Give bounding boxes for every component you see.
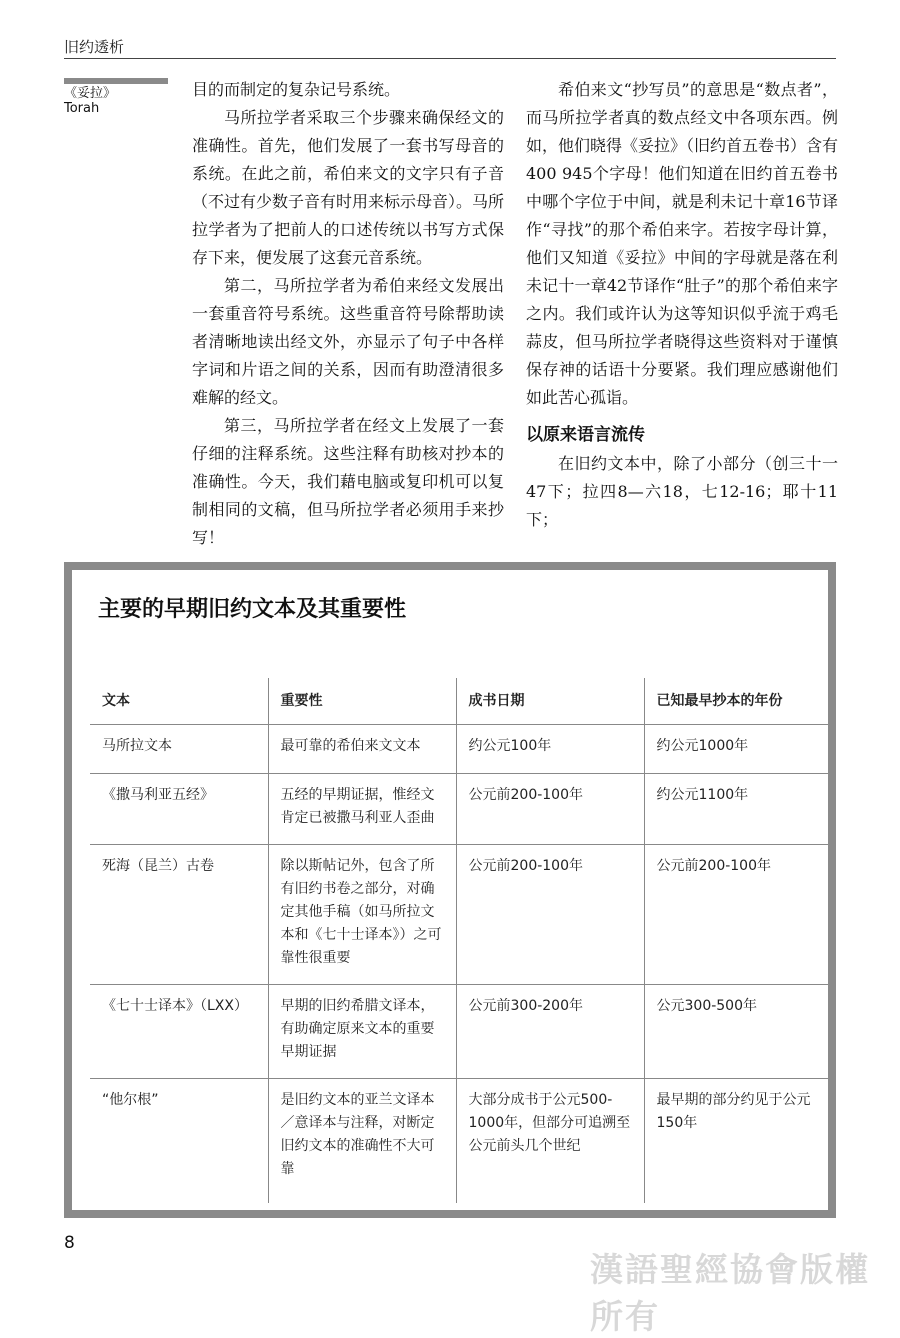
column-header-importance: 重要性: [268, 678, 456, 725]
table-cell: 公元前200-100年: [644, 845, 828, 985]
table-cell: 大部分成书于公元500-1000年，但部分可追溯至公元前头几个世纪: [456, 1079, 644, 1204]
table-row: [90, 845, 828, 985]
table-cell: 约公元1100年: [644, 774, 828, 845]
table-cell: 《撒马利亚五经》: [90, 774, 268, 845]
table-cell: “他尔根”: [90, 1079, 268, 1204]
manuscripts-table: [90, 678, 828, 1203]
paragraph: 目的而制定的复杂记号系统。: [192, 80, 401, 99]
paragraph: 在旧约文本中，除了小部分（创三十一47下；拉四8—六18，七12-16；耶十11下；: [526, 454, 838, 529]
running-header: 旧约透析: [64, 38, 125, 56]
margin-note-bar: [64, 78, 168, 84]
table-cell: 除以斯帖记外，包含了所有旧约书卷之部分，对确定其他手稿（如马所拉文本和《七十士译本》）之可靠性很重要: [268, 845, 456, 985]
paragraph: 第三，马所拉学者在经文上发展了一套仔细的注释系统。这些注释有助核对抄本的准确性。今天，我们藉电脑或复印机可以复制相同的文稿，但马所拉学者必须用手来抄写！: [192, 416, 504, 547]
table-row: [90, 985, 828, 1079]
table-cell: 公元300-500年: [644, 985, 828, 1079]
table-cell: 是旧约文本的亚兰文译本／意译本与注释，对断定旧约文本的准确性不大可靠: [268, 1079, 456, 1204]
table-cell: 公元前200-100年: [456, 845, 644, 985]
table-cell: 《七十士译本》（LXX）: [90, 985, 268, 1079]
margin-note-translation: Torah: [64, 101, 100, 116]
table-cell: 马所拉文本: [90, 725, 268, 774]
column-header-date: 成书日期: [456, 678, 644, 725]
table-row: [90, 774, 828, 845]
table-cell: 死海（昆兰）古卷: [90, 845, 268, 985]
table-row: [90, 1079, 828, 1204]
table-cell: 约公元100年: [456, 725, 644, 774]
table-cell: 约公元1000年: [644, 725, 828, 774]
table-header-row: [90, 678, 828, 725]
copyright-watermark: 漢語聖經協會版權所有: [590, 1250, 870, 1336]
middle-column: [192, 76, 504, 552]
table-cell: 最早期的部分约见于公元150年: [644, 1079, 828, 1204]
header-rule: [64, 58, 836, 59]
sidebar-table-box: [64, 562, 836, 1218]
right-column: [526, 76, 838, 534]
table-row: [90, 725, 828, 774]
margin-note: [64, 86, 116, 116]
column-header-text: 文本: [90, 678, 268, 725]
table-cell: 早期的旧约希腊文译本，有助确定原来文本的重要早期证据: [268, 985, 456, 1079]
page-number: 8: [64, 1233, 75, 1253]
table-title: 主要的早期旧约文本及其重要性: [98, 597, 407, 622]
margin-note-term: 《妥拉》: [64, 86, 117, 101]
table-cell: 公元前300-200年: [456, 985, 644, 1079]
table-cell: 最可靠的希伯来文文本: [268, 725, 456, 774]
paragraph: 希伯来文“抄写员”的意思是“数点者”，而马所拉学者真的数点经文中各项东西。例如，他们晓得《妥拉》（旧约首五卷书）含有400 945个字母！他们知道在旧约首五卷书中哪个字位于中间，就是利未记十章16节译作“寻找”的那个希伯来字。若按字母计算，他们又知道《妥拉》中间的字母就是落在利未记十一章42节译作“肚子”的那个希伯来字之内。我们或许认为这等知识似乎流于鸡毛蒜皮，但马所拉学者晓得这些资料对于谨慎保存神的话语十分要紧。我们理应感谢他们如此苦心孤诣。: [526, 80, 839, 407]
paragraph: 第二，马所拉学者为希伯来经文发展出一套重音符号系统。这些重音符号除帮助读者清晰地读出经文外，亦显示了句子中各样字词和片语之间的关系，因而有助澄清很多难解的经文。: [192, 276, 504, 407]
column-header-earliest-copy: 已知最早抄本的年份: [644, 678, 828, 725]
table-cell: 公元前200-100年: [456, 774, 644, 845]
paragraph: 马所拉学者采取三个步骤来确保经文的准确性。首先，他们发展了一套书写母音的系统。在此之前，希伯来文的文字只有子音（不过有少数子音有时用来标示母音）。马所拉学者为了把前人的口述传统以书写方式保存下来，便发展了这套元音系统。: [192, 108, 505, 267]
table-cell: 五经的早期证据，惟经文肯定已被撒马利亚人歪曲: [268, 774, 456, 845]
section-heading: 以原来语言流传: [526, 425, 645, 445]
